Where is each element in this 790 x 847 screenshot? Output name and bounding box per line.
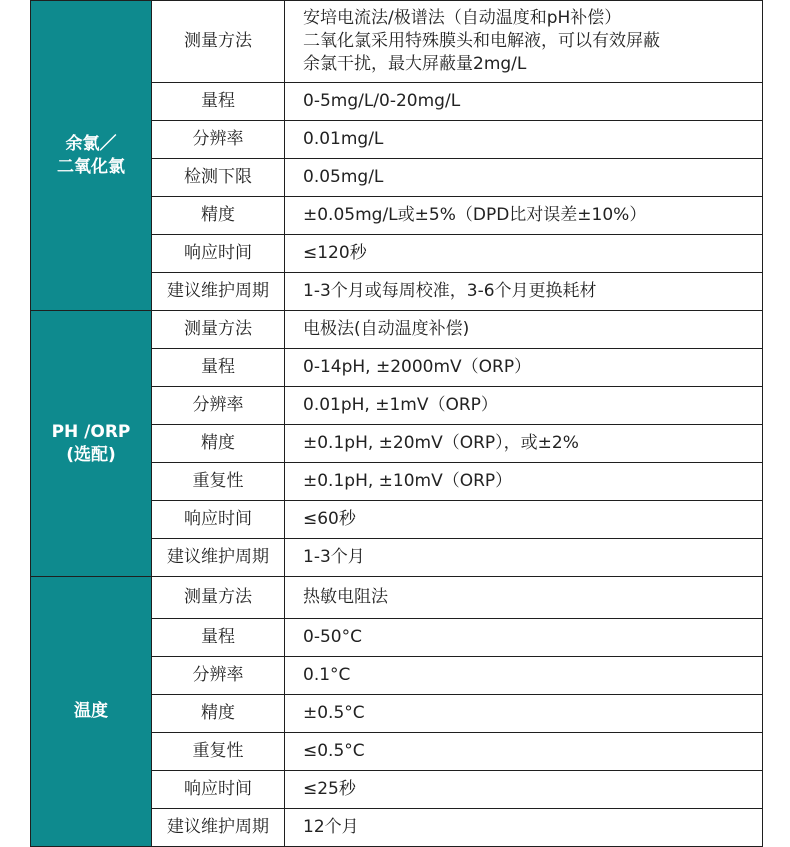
category-label: 温度	[74, 701, 108, 721]
value-line: 余氯干扰，最大屏蔽量2mg/L	[303, 54, 527, 74]
value-line: 0.01pH, ±1mV（ORP）	[303, 395, 498, 415]
value-line: 0.01mg/L	[303, 129, 384, 149]
value-cell	[285, 425, 763, 463]
param-cell: 量程	[152, 619, 285, 657]
param-cell: 建议维护周期	[152, 273, 285, 311]
value-line: ±0.1pH, ±10mV（ORP）	[303, 471, 513, 491]
value-line: 1-3个月	[303, 547, 365, 567]
category-label: 二氧化氯	[57, 156, 125, 177]
param-cell: 分辨率	[152, 657, 285, 695]
spec-table	[30, 0, 763, 847]
value-line: 0.05mg/L	[303, 167, 384, 187]
value-cell	[285, 387, 763, 425]
param-cell: 量程	[152, 349, 285, 387]
param-cell: 响应时间	[152, 771, 285, 809]
param-cell: 响应时间	[152, 501, 285, 539]
value-line: ±0.05mg/L或±5%（DPD比对误差±10%）	[303, 205, 647, 225]
param-cell: 建议维护周期	[152, 809, 285, 847]
param-cell: 检测下限	[152, 159, 285, 197]
param-cell: 精度	[152, 425, 285, 463]
value-cell	[285, 1, 763, 83]
param-cell: 量程	[152, 83, 285, 121]
value-cell	[285, 311, 763, 349]
value-line: 12个月	[303, 817, 359, 837]
param-cell: 精度	[152, 695, 285, 733]
param-cell: 测量方法	[152, 311, 285, 349]
value-line: ≤25秒	[303, 779, 356, 799]
param-cell: 重复性	[152, 463, 285, 501]
value-cell	[285, 83, 763, 121]
value-line: 0-14pH, ±2000mV（ORP）	[303, 357, 532, 377]
category-label: 余氯／	[65, 133, 117, 154]
value-cell	[285, 733, 763, 771]
value-cell	[285, 619, 763, 657]
value-cell	[285, 159, 763, 197]
param-cell: 测量方法	[152, 577, 285, 619]
value-line: 0-5mg/L/0-20mg/L	[303, 91, 461, 111]
value-cell	[285, 657, 763, 695]
value-cell	[285, 695, 763, 733]
param-cell: 重复性	[152, 733, 285, 771]
param-cell: 精度	[152, 197, 285, 235]
category-label: PH /ORP	[51, 421, 131, 442]
value-line: 热敏电阻法	[303, 587, 388, 607]
value-cell	[285, 197, 763, 235]
value-line: 电极法(自动温度补偿)	[303, 319, 470, 339]
value-cell	[285, 273, 763, 311]
value-cell	[285, 501, 763, 539]
value-line: ±0.5°C	[303, 703, 365, 723]
value-cell	[285, 809, 763, 847]
value-line: ≤120秒	[303, 243, 367, 263]
param-cell: 测量方法	[152, 1, 285, 83]
table-row	[31, 311, 763, 349]
value-cell	[285, 577, 763, 619]
value-line: 1-3个月或每周校准，3-6个月更换耗材	[303, 281, 597, 301]
value-line: ≤0.5°C	[303, 741, 365, 761]
param-cell: 建议维护周期	[152, 539, 285, 577]
value-line: 安培电流法/极谱法（自动温度和pH补偿）	[303, 8, 622, 28]
value-cell	[285, 463, 763, 501]
param-cell: 分辨率	[152, 121, 285, 159]
category-cell	[31, 311, 152, 577]
value-line: ±0.1pH, ±20mV（ORP），或±2%	[303, 433, 579, 453]
value-line: 二氧化氯采用特殊膜头和电解液，可以有效屏蔽	[303, 31, 660, 51]
value-line: ≤60秒	[303, 509, 356, 529]
table-row	[31, 1, 763, 83]
param-cell: 分辨率	[152, 387, 285, 425]
value-cell	[285, 121, 763, 159]
value-cell	[285, 235, 763, 273]
category-cell	[31, 1, 152, 311]
value-line: 0-50°C	[303, 627, 362, 647]
table-row	[31, 577, 763, 619]
value-cell	[285, 771, 763, 809]
value-cell	[285, 539, 763, 577]
value-cell	[285, 349, 763, 387]
param-cell: 响应时间	[152, 235, 285, 273]
category-label: (选配)	[66, 444, 116, 465]
category-cell	[31, 577, 152, 847]
value-line: 0.1°C	[303, 665, 351, 685]
